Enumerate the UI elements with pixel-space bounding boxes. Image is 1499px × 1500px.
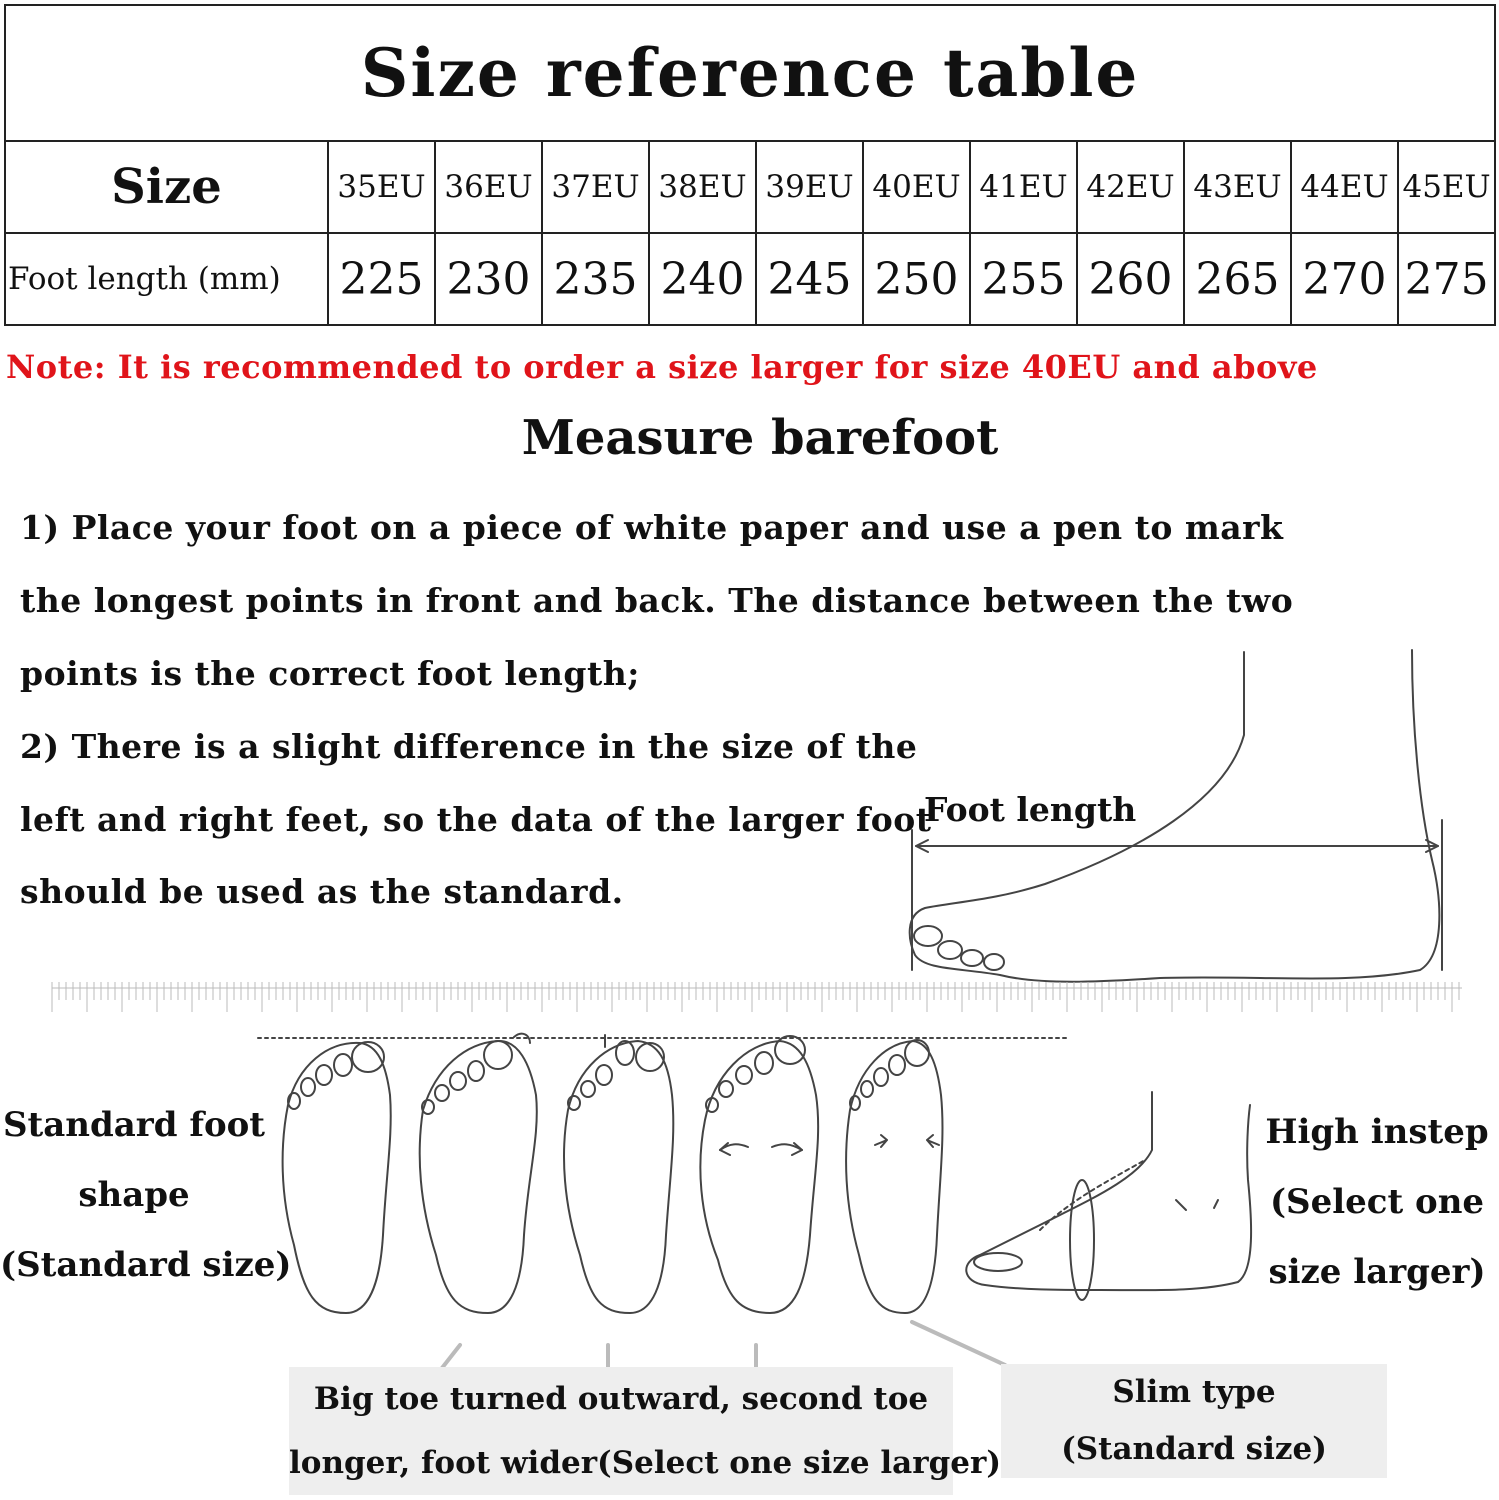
slim-foot-box (1001, 1364, 1387, 1478)
instruction-line: 1) Place your foot on a piece of white paper and use a pen to mark (20, 508, 1284, 547)
label-line: High instep (1265, 1112, 1489, 1152)
length-cell: 230 (435, 233, 542, 325)
length-cell: 250 (863, 233, 970, 325)
instruction-line: points is the correct foot length; (20, 654, 640, 693)
length-cell: 255 (970, 233, 1077, 325)
size-cell: 38EU (649, 141, 756, 233)
size-note: Note: It is recommended to order a size larger for size 40EU and above (6, 348, 1318, 386)
label-line: (Select one (1269, 1182, 1485, 1222)
high-instep-foot-diagram (966, 1092, 1251, 1300)
size-cell: 35EU (328, 141, 435, 233)
length-cell: 260 (1077, 233, 1184, 325)
foot-outline-bunion (420, 1034, 537, 1313)
size-cell: 42EU (1077, 141, 1184, 233)
instruction-line: left and right feet, so the data of the larger foot (20, 800, 932, 839)
instruction-line: 2) There is a slight difference in the size of the (20, 727, 918, 766)
table-title: Size reference table (5, 5, 1495, 141)
foot-outline-slim (846, 1040, 942, 1313)
length-cell: 225 (328, 233, 435, 325)
size-cell: 44EU (1291, 141, 1398, 233)
label-line: Standard foot (2, 1105, 266, 1145)
high-instep-label (1262, 1097, 1492, 1307)
standard-foot-label (0, 1090, 292, 1300)
instruction-line: should be used as the standard. (20, 872, 624, 911)
foot-outline-wide (700, 1036, 818, 1313)
length-cell: 235 (542, 233, 649, 325)
size-cell: 40EU (863, 141, 970, 233)
length-cell: 275 (1398, 233, 1495, 325)
size-cell: 45EU (1398, 141, 1495, 233)
foot-outline-standard (283, 1042, 391, 1313)
size-cell: 41EU (970, 141, 1077, 233)
size-cell: 39EU (756, 141, 863, 233)
foot-outline-greek (564, 1035, 673, 1313)
size-row-header: Size (5, 141, 328, 233)
size-cell: 36EU (435, 141, 542, 233)
label-line: Slim type (1112, 1374, 1276, 1410)
label-line: longer, foot wider(Select one size larger) (289, 1445, 1001, 1481)
label-line: size larger) (1268, 1252, 1486, 1292)
foot-length-row-header: Foot length (mm) (5, 233, 328, 325)
length-cell: 265 (1184, 233, 1291, 325)
size-cell: 37EU (542, 141, 649, 233)
length-cell: 245 (756, 233, 863, 325)
ruler (52, 982, 1462, 1012)
wide-foot-box (289, 1367, 1001, 1495)
length-cell: 240 (649, 233, 756, 325)
foot-length-label: Foot length (924, 790, 1137, 829)
size-cell: 43EU (1184, 141, 1291, 233)
label-line: (Standard size) (1061, 1431, 1327, 1467)
instruction-line: the longest points in front and back. The distance between the two (20, 581, 1294, 620)
label-line: (Standard size) (0, 1245, 292, 1285)
measure-title: Measure barefoot (521, 410, 999, 466)
label-line: Big toe turned outward, second toe (313, 1381, 929, 1417)
label-line: shape (78, 1175, 190, 1215)
length-cell: 270 (1291, 233, 1398, 325)
